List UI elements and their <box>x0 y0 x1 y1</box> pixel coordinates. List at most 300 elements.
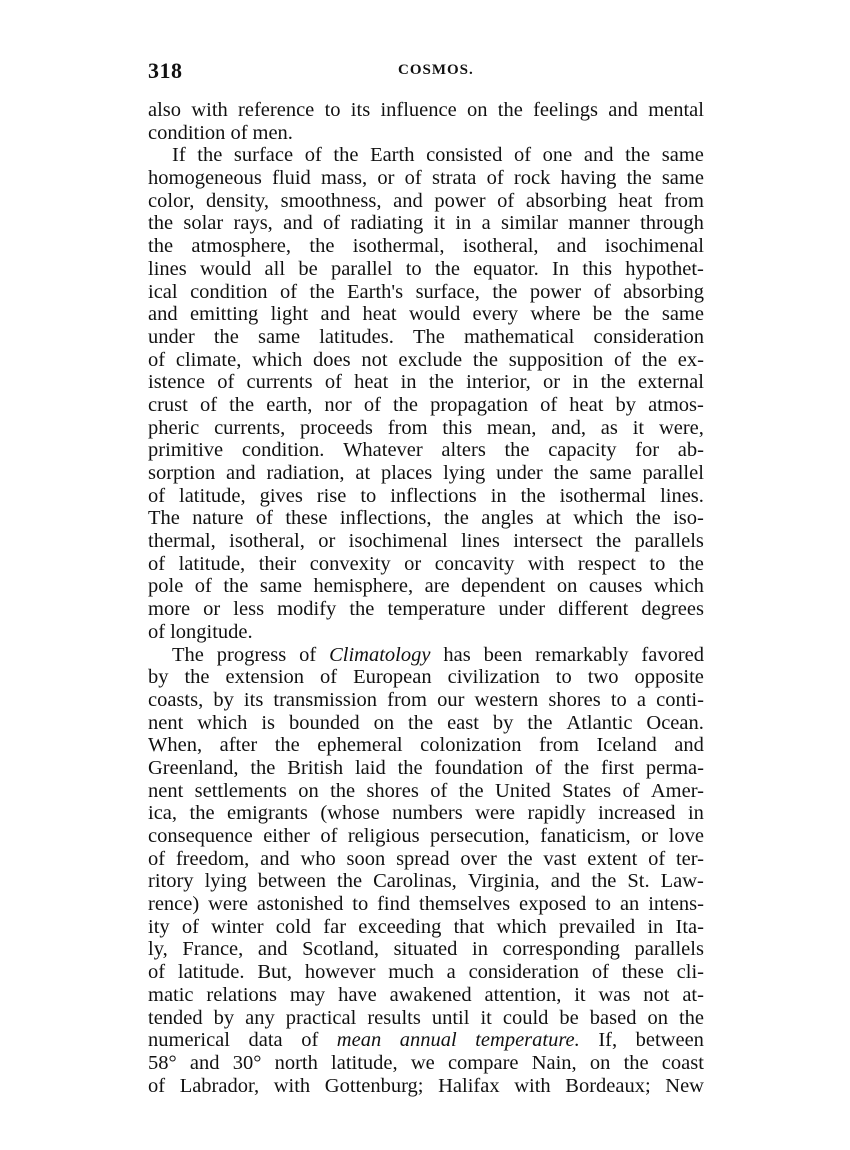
word: isochimenal <box>348 530 448 553</box>
word: in <box>647 915 664 938</box>
word: men. <box>252 121 293 144</box>
word: coasts, <box>148 688 204 711</box>
word: corresponding <box>502 938 620 961</box>
word: and <box>674 734 704 757</box>
word: nent <box>148 711 184 734</box>
word: much <box>388 961 434 984</box>
word: or <box>404 552 422 575</box>
word: of <box>497 189 515 212</box>
word: same <box>259 575 302 598</box>
word: New <box>665 1074 704 1097</box>
word: of <box>148 348 166 371</box>
word: Scotland, <box>302 938 380 961</box>
word: their <box>258 552 297 575</box>
word: first <box>601 756 635 779</box>
word: the <box>197 144 223 167</box>
word: mathematical <box>463 325 575 348</box>
text-line <box>148 439 704 462</box>
word: on <box>589 1051 611 1074</box>
word: results <box>367 1006 421 1029</box>
word: its <box>350 99 371 121</box>
word: favored <box>641 643 704 666</box>
word: ex- <box>677 348 704 371</box>
text-line <box>148 621 704 644</box>
word: heat <box>618 189 653 212</box>
word: places <box>380 462 433 484</box>
word: British <box>287 756 344 779</box>
word: perma- <box>645 756 704 779</box>
word: of <box>230 121 248 144</box>
word: that <box>453 915 485 938</box>
word: the <box>229 393 255 416</box>
word: crust <box>148 393 188 416</box>
word: shores <box>548 688 601 711</box>
word: Halifax <box>438 1074 500 1097</box>
word: latitude, <box>179 484 246 507</box>
word: over <box>460 847 497 870</box>
word: with <box>514 1074 551 1097</box>
word: civilization <box>447 666 540 689</box>
word: conti- <box>656 688 704 711</box>
word: coast <box>661 1051 704 1074</box>
word: lying <box>204 870 247 893</box>
word: of <box>363 393 381 416</box>
word: But, <box>257 961 293 984</box>
word: heat <box>354 371 389 394</box>
word: themselves <box>419 893 511 916</box>
word: at <box>355 462 371 484</box>
word: the <box>434 257 460 280</box>
word: also <box>148 99 182 121</box>
word: the <box>492 280 518 303</box>
word: European <box>353 666 432 689</box>
word: under <box>148 325 195 348</box>
word: which <box>252 348 303 371</box>
word: the <box>443 507 469 530</box>
word: the <box>397 756 423 779</box>
word: Carolinas, <box>373 870 457 893</box>
word: climate, <box>175 348 242 371</box>
word: north <box>274 1051 318 1074</box>
word: the <box>428 371 454 394</box>
word: heat <box>362 303 397 326</box>
word: hemisphere, <box>313 575 414 598</box>
word: and <box>257 938 288 961</box>
word: nature <box>192 507 244 530</box>
word: which <box>653 575 704 598</box>
word: of <box>148 484 166 507</box>
word: the <box>223 575 249 598</box>
word: of <box>320 666 338 689</box>
word: capacity <box>548 439 617 462</box>
word: isothermal <box>559 484 647 507</box>
running-title: COSMOS. <box>398 62 474 78</box>
word: the <box>520 484 546 507</box>
word: Ita- <box>675 915 704 938</box>
word: primitive <box>148 439 224 462</box>
word: less <box>233 598 265 621</box>
word: every <box>472 303 519 326</box>
word: to <box>595 893 612 916</box>
word: Whatever <box>343 439 423 462</box>
word: it <box>433 212 446 235</box>
word: based <box>589 1006 637 1029</box>
text-line <box>148 303 704 326</box>
word: mean <box>336 1029 382 1052</box>
text-line <box>148 99 704 122</box>
word: emigrants <box>227 802 308 825</box>
word: cold <box>275 915 312 938</box>
word: France, <box>182 938 244 961</box>
word: similar <box>501 212 558 235</box>
text-line <box>148 462 704 485</box>
word: the <box>635 507 661 530</box>
word: the <box>309 280 335 303</box>
word: persecution, <box>430 825 530 847</box>
word: iso- <box>673 507 704 530</box>
word: of <box>486 167 504 190</box>
word: to <box>610 688 627 711</box>
word: in <box>572 371 589 394</box>
word: of <box>513 144 532 167</box>
word: ica, <box>148 802 178 825</box>
word: thermal, <box>148 530 216 553</box>
word: ly, <box>148 938 168 961</box>
word: the <box>564 756 590 779</box>
word: and <box>189 1051 220 1074</box>
word: color, <box>148 189 195 212</box>
word: between <box>257 870 327 893</box>
word: States <box>562 779 612 802</box>
word: of <box>648 847 666 870</box>
text-line <box>148 553 704 576</box>
word: the <box>624 303 650 326</box>
word: and <box>556 235 587 258</box>
word: smoothness, <box>280 189 382 212</box>
word: rence) <box>148 893 200 916</box>
word: the <box>213 325 239 348</box>
word: supposition <box>508 348 604 371</box>
word: exceeding <box>358 915 442 938</box>
word: absorbing <box>623 280 704 303</box>
word: exposed <box>519 893 587 916</box>
word: condition <box>148 121 226 144</box>
word: same <box>589 462 632 484</box>
word: of <box>255 507 273 530</box>
word: of <box>148 1074 166 1097</box>
word: does <box>313 348 351 371</box>
word: mass, <box>321 167 368 190</box>
word: radiation, <box>266 462 345 484</box>
word: has <box>443 643 471 666</box>
text-line <box>148 167 704 190</box>
text-line <box>148 1029 704 1052</box>
word: at- <box>682 983 704 1006</box>
word: The <box>148 507 180 530</box>
word: or <box>641 825 659 847</box>
word: love <box>668 825 704 847</box>
text-line <box>148 712 704 735</box>
word: consequence <box>148 825 253 847</box>
word: pheric <box>148 416 200 439</box>
body-text <box>148 99 704 1097</box>
word: in <box>455 212 472 235</box>
word: a <box>446 961 456 984</box>
word: and <box>320 303 351 326</box>
word: ritory <box>148 870 194 893</box>
word: in <box>687 802 704 825</box>
word: on <box>373 711 395 734</box>
word: Nain, <box>531 1051 577 1074</box>
word: shores <box>366 779 419 802</box>
word: under <box>498 598 546 621</box>
word: condition <box>190 280 268 303</box>
word: with <box>273 1074 311 1097</box>
word: of <box>148 847 166 870</box>
word: or <box>318 530 336 553</box>
text-line <box>148 212 704 235</box>
word: inflections, <box>339 507 432 530</box>
text-line <box>148 598 704 621</box>
text-line <box>148 1052 704 1075</box>
word: respect <box>577 552 636 575</box>
word: soon <box>346 847 386 870</box>
word: for <box>635 439 660 462</box>
word: different <box>558 598 629 621</box>
word: fluid <box>272 167 311 190</box>
word: cli- <box>676 961 704 984</box>
word: after <box>219 734 258 757</box>
word: these <box>621 961 664 984</box>
word: of <box>320 825 338 847</box>
word: equator. <box>473 257 539 280</box>
text-line <box>148 734 704 757</box>
word: the <box>497 99 523 121</box>
word: the <box>392 393 419 416</box>
word: of <box>593 280 611 303</box>
word: practical <box>285 1006 357 1029</box>
word: of <box>430 779 448 802</box>
word: a <box>636 688 647 711</box>
word: consideration <box>468 961 580 984</box>
word: to <box>555 666 572 689</box>
word: through <box>640 212 704 235</box>
word: of <box>622 779 640 802</box>
text-line <box>148 530 704 553</box>
word: and <box>283 212 313 235</box>
word: or <box>543 371 561 394</box>
word: of <box>148 620 166 643</box>
word: the <box>408 711 434 734</box>
word: nent <box>148 779 184 802</box>
word: the <box>626 167 652 190</box>
word: sorption <box>148 462 216 484</box>
text-line <box>148 507 704 530</box>
word: If, <box>598 1029 618 1052</box>
word: having <box>560 167 617 190</box>
word: increased <box>598 802 676 825</box>
text-line <box>148 235 704 258</box>
word: density, <box>206 189 270 212</box>
word: and <box>260 847 290 870</box>
word: it <box>632 416 645 439</box>
word: ity <box>148 915 170 938</box>
word: degrees <box>641 598 704 621</box>
text-line <box>148 371 704 394</box>
word: reference <box>238 99 315 121</box>
word: annual <box>399 1029 457 1052</box>
text-line <box>148 780 704 803</box>
word: concavity <box>434 552 515 575</box>
word: the <box>504 439 530 462</box>
text-line <box>148 122 704 145</box>
text-line <box>148 190 704 213</box>
word: and, <box>551 416 586 439</box>
word: numbers <box>392 802 463 825</box>
word: and <box>550 870 581 893</box>
word: of <box>148 961 166 984</box>
text-line <box>148 757 704 780</box>
word: this <box>582 257 612 280</box>
word: the <box>678 1006 704 1029</box>
word: the <box>591 870 617 893</box>
word: of <box>279 280 298 303</box>
text-line <box>148 961 704 984</box>
word: these <box>285 507 328 530</box>
word: interior, <box>466 371 531 394</box>
word: parallel <box>642 462 704 484</box>
word: from <box>387 416 428 439</box>
word: of <box>299 643 317 666</box>
text-line <box>148 666 704 689</box>
word: extent <box>587 847 638 870</box>
word: earth, <box>266 393 313 416</box>
word: the <box>184 666 210 689</box>
word: on <box>647 1006 668 1029</box>
word: the <box>349 598 375 621</box>
word: modify <box>277 598 337 621</box>
word: it <box>480 1006 492 1029</box>
word: by <box>213 688 234 711</box>
word: isothermal, <box>352 235 445 258</box>
word: In <box>552 257 570 280</box>
word: Iceland <box>596 734 657 757</box>
word: light <box>270 303 309 326</box>
word: of <box>324 371 342 394</box>
word: two <box>587 666 619 689</box>
word: be <box>298 257 318 280</box>
word: parallels <box>634 530 704 553</box>
word: inflections <box>390 484 477 507</box>
word: feelings <box>533 99 599 121</box>
text-line <box>148 802 704 825</box>
word: been <box>483 643 523 666</box>
word: lines. <box>660 484 704 507</box>
word: ephemeral <box>317 734 403 757</box>
word: strata <box>431 167 477 190</box>
word: however <box>304 961 376 984</box>
word: the <box>625 144 651 167</box>
word: as <box>600 416 618 439</box>
word: would <box>408 303 461 326</box>
text-line <box>148 1075 704 1098</box>
word: radiating <box>350 212 424 235</box>
text-line <box>148 258 704 281</box>
text-line <box>148 938 704 961</box>
word: emitting <box>189 303 259 326</box>
text-line <box>148 893 704 916</box>
word: lying <box>443 462 486 484</box>
word: When, <box>148 734 203 757</box>
text-line <box>148 848 704 871</box>
word: foundation <box>434 756 524 779</box>
text-line <box>148 689 704 712</box>
word: isotheral, <box>229 530 305 553</box>
word: from <box>664 189 704 212</box>
word: Climatology <box>329 643 431 666</box>
text-line <box>148 1007 704 1030</box>
word: Gottenburg; <box>324 1074 424 1097</box>
word: mean, <box>486 416 537 439</box>
text-line <box>148 916 704 939</box>
word: would <box>200 257 252 280</box>
word: solar <box>183 212 224 235</box>
word: consisted <box>426 144 503 167</box>
word: the <box>274 734 300 757</box>
word: far <box>323 915 347 938</box>
word: dependent <box>461 575 546 598</box>
word: not <box>361 348 388 371</box>
word: same <box>257 325 301 348</box>
word: data <box>248 1029 283 1052</box>
word: our <box>437 688 465 711</box>
word: were, <box>658 416 704 439</box>
word: the <box>596 530 622 553</box>
word: gives <box>259 484 303 507</box>
word: atmos- <box>648 393 704 416</box>
word: and <box>393 189 423 212</box>
word: currents <box>246 371 313 394</box>
word: the <box>148 235 174 258</box>
word: temperature. <box>475 1029 580 1052</box>
word: the <box>458 779 484 802</box>
word: in <box>490 484 507 507</box>
word: spread <box>396 847 450 870</box>
word: all <box>264 257 286 280</box>
word: heat <box>569 393 604 416</box>
word: to <box>324 99 341 121</box>
word: the <box>507 847 533 870</box>
text-line <box>148 349 704 372</box>
word: propagation <box>430 393 529 416</box>
word: until <box>431 1006 470 1029</box>
word: with <box>191 99 228 121</box>
word: of <box>181 915 199 938</box>
text-line <box>148 644 704 667</box>
word: transmission <box>273 688 378 711</box>
word: currents, <box>214 416 286 439</box>
text-line <box>148 326 704 349</box>
word: bounded <box>289 711 360 734</box>
word: an <box>619 893 640 916</box>
word: atmosphere, <box>191 235 292 258</box>
word: be <box>559 1006 579 1029</box>
word: of <box>148 552 166 575</box>
word: rise <box>316 484 347 507</box>
word: intens- <box>648 893 704 916</box>
word: power <box>529 280 582 303</box>
text-line <box>148 870 704 893</box>
